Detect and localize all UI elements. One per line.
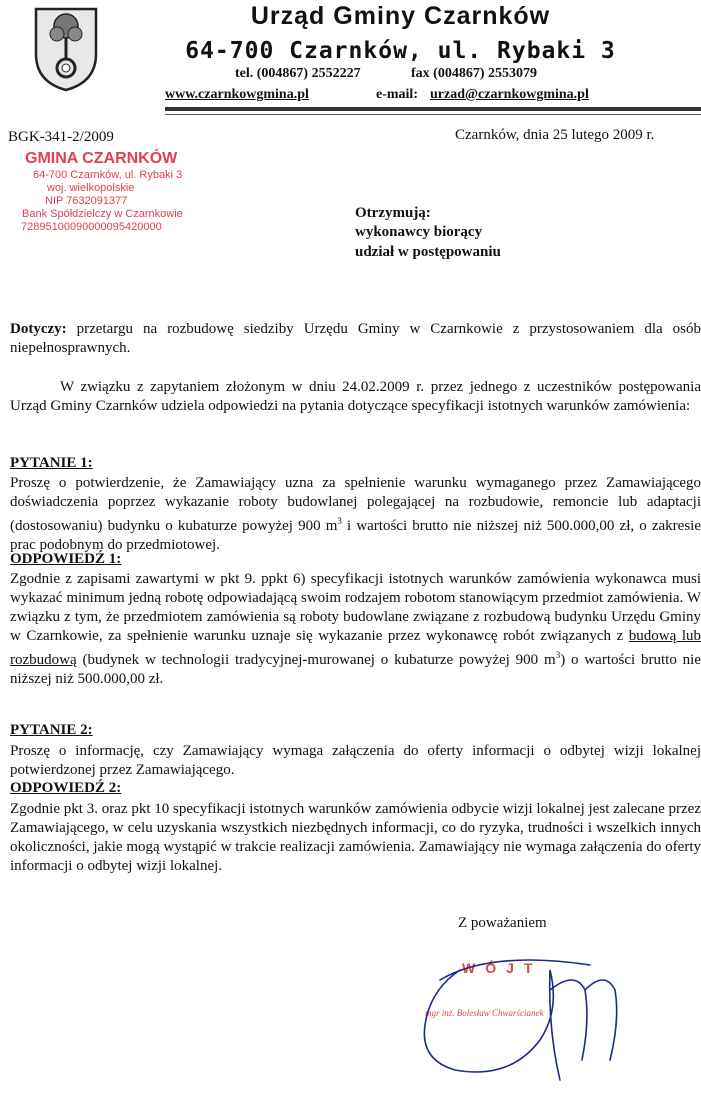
- office-website-link[interactable]: www.czarnkowgmina.pl: [165, 87, 309, 102]
- office-name: Urząd Gminy Czarnków: [250, 2, 551, 30]
- answer-1-text-part: Zgodnie z zapisami zawartymi w pkt 9. ppkt 6) specyfikacji istotnych warunków zamówienia wykonawca musi wykazać minimum jedną robotę odpowiadającą swoim rodzajem robotom stanowiącym przedmiot zamówienia. W związku z tym, że przedmiotem zamówienia są roboty budowlane związane z rozbudową budynku Urzędu Gminy w Czarnkowie, za spełnienie warunku uznaje się wykazanie przez wykonawcę robót związanych z: [10, 571, 701, 644]
- recipients-line-2: udział w postępowaniu: [355, 244, 501, 260]
- answer-2-text: Zgodnie pkt 3. oraz pkt 10 specyfikacji istotnych warunków zamówienia odbycie wizji lokalnej jest zalecane przez Zamawiającego, w celu uzyskania wszystkich niezbędnych informacji, co do ryzyka, trudności i wszelkich innych okoliczności, jakie mogą wystąpić w trakcie realizacji zamówienia. Zamawiający nie wymaga załączenia do oferty informacji o odbytej wizji lokalnej.: [10, 801, 701, 874]
- question-2-heading: PYTANIE 2:: [10, 722, 93, 738]
- letterhead-rule: [165, 107, 701, 111]
- question-1-heading: PYTANIE 1:: [10, 455, 93, 471]
- letterhead-rule-thin: [165, 114, 701, 115]
- subject-label: Dotyczy:: [10, 321, 67, 337]
- stamp-address: 64-700 Czarnków, ul. Rybaki 3: [33, 169, 183, 181]
- superscript-3: 3: [555, 650, 561, 660]
- coat-of-arms-icon: [33, 6, 99, 92]
- question-1-text-part: i wartości brutto nie niższej niż 500.000,00 zł, o zakresie prac podobnym do przedmiotowej.: [10, 518, 701, 553]
- seal-title: WÓJT: [462, 960, 543, 976]
- superscript-3: 3: [337, 516, 342, 526]
- answer-1-heading: ODPOWIEDŹ 1:: [10, 551, 122, 567]
- question-1-text: [10, 474, 701, 555]
- stamp-nip: NIP 7632091377: [45, 195, 128, 207]
- answer-1-text: [10, 570, 701, 689]
- letter-date: Czarnków, dnia 25 lutego 2009 r.: [455, 127, 655, 143]
- answer-1-text-part: ) o wartości brutto nie niższej niż 500.000,00 zł.: [10, 652, 701, 687]
- stamp-account: 72895100090000095420000: [21, 221, 162, 233]
- seal-name: mgr inż. Bolesław Chwarścianek: [425, 1008, 544, 1018]
- answer-1-underlined: budową lub rozbudową: [10, 628, 701, 668]
- closing-salutation: Z poważaniem: [458, 915, 547, 931]
- subject-text: przetargu na rozbudowę siedziby Urzędu Gminy w Czarnkowie z przystosowaniem dla osób niepełnosprawnych.: [10, 321, 701, 356]
- office-fax: fax (004867) 2553079: [411, 66, 537, 81]
- office-address: 64-700 Czarnków, ul. Rybaki 3: [185, 38, 616, 64]
- question-1-text-part: Proszę o potwierdzenie, że Zamawiający uzna za spełnienie warunku wymaganego przez Zamawiającego doświadczenia poprzez wykazanie roboty budowlanej polegającej na rozbudowie, remoncie lub adaptacji (dostosowaniu) budynku o kubaturze powyżej 900 m: [10, 475, 701, 534]
- office-email-label: e-mail:: [376, 87, 418, 102]
- stamp-bank: Bank Spółdzielczy w Czarnkowie: [22, 208, 183, 220]
- answer-2-heading: ODPOWIEDŹ 2:: [10, 780, 122, 796]
- question-2-text: Proszę o informację, czy Zamawiający wymaga załączenia do oferty informacji o odbytej wizji lokalnej potwierdzonej przez Zamawiającego.: [10, 743, 701, 778]
- recipients-label: Otrzymują:: [355, 205, 431, 221]
- stamp-name: GMINA CZARNKÓW: [25, 150, 178, 167]
- stamp-region: woj. wielkopolskie: [47, 182, 135, 194]
- intro-paragraph: W związku z zapytaniem złożonym w dniu 24.02.2009 r. przez jednego z uczestników postępowania Urząd Gminy Czarnków udziela odpowiedzi na pytania dotyczące specyfikacji istotnych warunków zamówienia:: [10, 379, 701, 414]
- signature-icon: [400, 930, 640, 1090]
- subject-paragraph: [10, 320, 701, 358]
- office-tel: tel. (004867) 2552227: [235, 66, 361, 81]
- answer-1-text-part: (budynek w technologii tradycyjnej-murowanej o kubaturze powyżej 900 m: [76, 652, 556, 668]
- recipients-line-1: wykonawcy biorący: [355, 224, 483, 240]
- reference-number: BGK-341-2/2009: [8, 129, 114, 145]
- office-email-link[interactable]: urzad@czarnkowgmina.pl: [430, 87, 589, 102]
